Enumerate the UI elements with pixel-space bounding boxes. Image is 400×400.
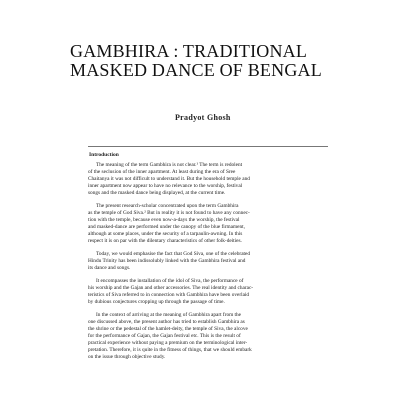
text-line: as the temple of God Siva.² But in reality it is not found to have any connec- [88, 209, 250, 216]
article-body [88, 162, 336, 367]
body-paragraph [88, 162, 336, 197]
author-name: Pradyot Ghosh [175, 113, 231, 122]
body-paragraph [88, 278, 336, 306]
text-line: inner apartment now appear to have no relevance to the worship, festival [88, 182, 243, 189]
text-line: In the context of arriving at the meaning of Gambhira apart from the [96, 312, 242, 319]
text-line: on the issue through objective study. [88, 353, 166, 360]
section-heading: Introduction [89, 152, 119, 158]
text-line: The present research-scholar concentrated upon the term Gambhira [96, 203, 239, 210]
article-title-line: MASKED DANCE OF BENGAL [70, 60, 322, 80]
text-line: Today, we would emphasise the fact that God Siva, one of the celebrated [96, 250, 251, 257]
article-title-line: GAMBHIRA : TRADITIONAL [70, 41, 308, 61]
body-paragraph [88, 203, 336, 244]
body-paragraph [88, 312, 336, 360]
text-line: by dubious conjectures cropping up through the passage of time. [88, 298, 225, 305]
article-title [70, 42, 340, 80]
text-line: tion with the temple, because even now-a-days the worship, the festival [88, 216, 240, 223]
text-line: It encompasses the installation of the idol of Siva, the performance of [96, 278, 244, 285]
text-line: the shrine or the pedestal of the hamlet-deity, the temple of Siva, the alcove [88, 326, 248, 333]
text-line: pretation. Therefore, it is quite in the fitness of things, that we should embark [88, 346, 252, 353]
text-line: for the performance of Gajan, the Gajan festival etc. This is the result of [88, 333, 241, 340]
text-line: his worship and the Gajan and other accessories. The real identity and charac- [88, 285, 254, 292]
text-line: The meaning of the term Gambhira is not clear.¹ The term is redolent [96, 162, 243, 168]
section-divider [88, 146, 328, 147]
text-line: of the seclusion of the inner apartment. At least during the era of Sree [88, 168, 236, 175]
text-line: teristics of Siva referred to in connection with Gambhira have been overlaid [88, 292, 250, 298]
text-line: practical experience without paying a premium on the terminological inter- [88, 339, 248, 346]
text-line: Chaitanya it was not difficult to understand it. But the household temple and [88, 175, 250, 182]
body-paragraph [88, 251, 336, 272]
text-line: one discussed above, the present author has tried to establish Gambhira as [88, 319, 245, 326]
text-line: respect it is on par with the dilentary characteristics of other folk-deities. [88, 237, 242, 244]
text-line: its dance and songs. [88, 264, 131, 271]
text-line: Hindu Trinity has been indissolubly linked with the Gambhira festival and [88, 257, 246, 264]
text-line: although at some places, under the security of a tarpaulin-awning. In this [88, 230, 243, 237]
text-line: songs and the masked dance being displayed, at the current time. [88, 189, 226, 196]
text-line: and masked-dance are performed under the canopy of the blue firmament, [88, 223, 245, 230]
